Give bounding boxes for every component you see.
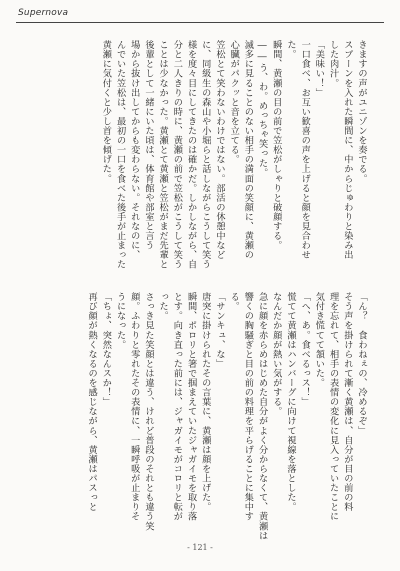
text-line: 分と二人きりの時に、黄瀬の前で笠松がこうして笑う: [171, 40, 183, 270]
text-line: 「ちょ、突然なんスか！」: [100, 292, 112, 407]
text-line: 理を忘れて、相手の表情の変化に見入っていたことに: [327, 292, 339, 522]
text-line: 慌てて黄瀬はハンバーグに向けて視線を落とした。: [284, 292, 296, 512]
text-block-top: [98, 40, 368, 275]
text-line: なんだか顔が熱い気がする。: [270, 292, 282, 417]
text-line: 「へ、あ。食べるっス！」: [299, 292, 311, 407]
text-line: ――う、わ。めっちゃ笑った。: [256, 40, 268, 178]
text-line: とす。向き直った前には、ジャガイモがコロリと転が: [171, 292, 183, 522]
text-line: 「サンキュ、な」: [213, 292, 225, 369]
running-header: [16, 8, 384, 24]
text-block-bottom: [84, 292, 368, 541]
text-line: る。: [228, 292, 240, 312]
text-line: 唐突に掛けられたその言葉に、黄瀬は顔を上げた。: [199, 292, 211, 512]
text-line: んでいた笠松は、最初の一口を食べた後手が止まった: [114, 40, 126, 270]
header-rule: [16, 22, 384, 23]
text-line: スプーンを入れた瞬間に、中からじゅわりと染み出: [341, 40, 353, 260]
text-line: 瞬間、黄瀬の目の前で笠松がしゃりと破顔する。: [270, 40, 282, 251]
text-line: った。: [157, 292, 169, 321]
text-line: 顔。ふわりと零れたその表情に、一瞬呼吸が止まりそ: [128, 292, 140, 522]
text-line: ことは少なかった。黄瀬とて黄瀬と笠松がまだ先輩と: [157, 40, 169, 270]
text-line: きますの声がユニゾンを奏でる。: [356, 40, 367, 184]
text-line: 再び顔が熱くなるのを感じながら、黄瀬はパスっと: [86, 292, 98, 512]
text-line: そう声を掛けられて漸く黄瀬は、自分が目の前の料: [341, 292, 353, 512]
text-line: 気付き慌てて頷いた。: [313, 292, 325, 388]
text-line: 後輩として一緒にいた頃は、体育館や部室と言う: [142, 40, 154, 251]
text-line: 様を度々目にしてきたのは確かだ。しかしながら、自: [185, 40, 197, 270]
text-line: に、同級生の森山や小堀らと話しながらこうして笑う: [199, 40, 211, 270]
text-line: 瞬間、ポロリと箸で掴まえていたジャガイモを取り落: [185, 292, 197, 522]
text-line: 笠松とて笑わないわけではない。部活の休憩中など: [213, 40, 225, 260]
text-line: した肉汁。: [327, 40, 339, 88]
text-line: た。: [284, 40, 296, 60]
text-line: 急に顔を赤らめはじめた自分がよく分からなくて、黄瀬は: [256, 292, 268, 541]
text-line: うになった。: [114, 292, 126, 350]
page-number: - 121 -: [187, 543, 213, 552]
text-line: 「ん？ 食わねぇの、冷めるぞ」: [356, 292, 367, 436]
text-line: 心臓がパクッと音を立てる。: [228, 40, 240, 165]
text-line: 響くの胸騒ぎと目の前の料理を平らげることに集中す: [242, 292, 254, 522]
text-line: さっき見た笑顔とは違う、けれど普段のそれとも違う笑: [142, 292, 154, 531]
text-line: 滅多に見ることのない相手の満面の笑顔に、黄瀬の: [242, 40, 254, 260]
text-line: 「美味い！」: [313, 40, 325, 98]
text-line: 黄瀬に気付くと少し首を傾げた。: [100, 40, 112, 184]
text-line: 一口食べ、お互い歓喜の声を上げると顔を見合わせ: [299, 40, 311, 260]
text-line: 場から抜け出してからも変わらない。それなのに、: [128, 40, 140, 260]
running-header-title: Supernova: [18, 8, 69, 18]
